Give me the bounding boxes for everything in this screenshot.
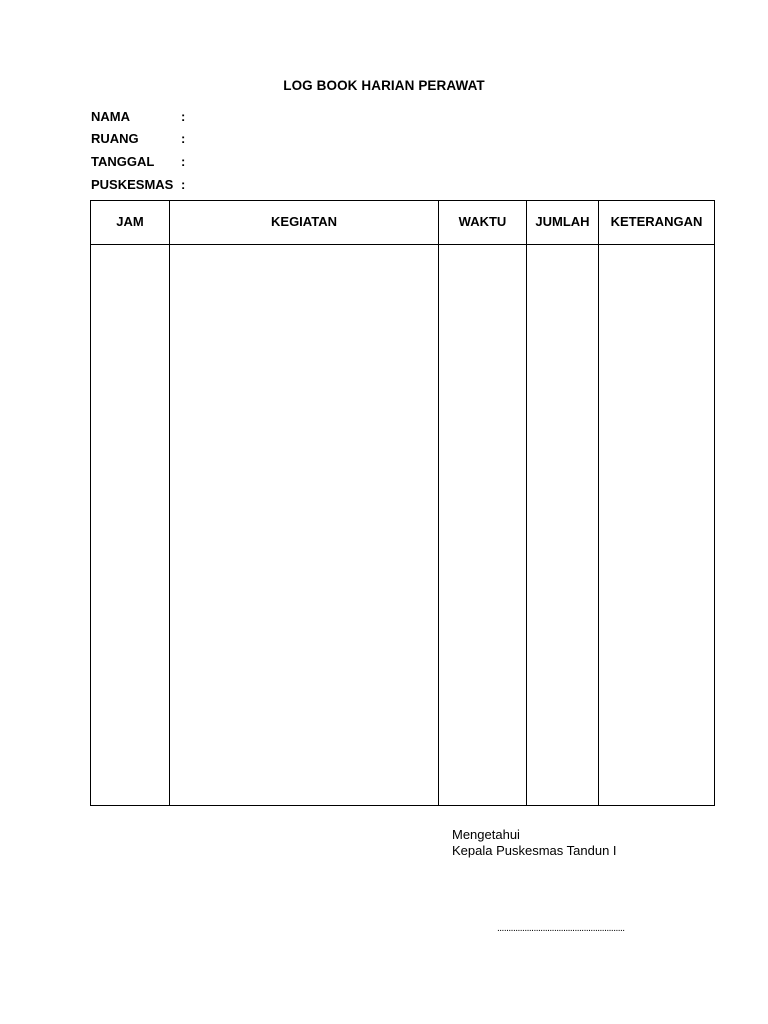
- column-header-jumlah: JUMLAH: [527, 201, 599, 245]
- field-label: PUSKESMAS: [91, 177, 174, 192]
- acknowledgement-line2: Kepala Puskesmas Tandun I: [452, 843, 617, 858]
- table-row: [91, 245, 715, 806]
- log-table: [90, 200, 715, 806]
- field-label: NAMA: [91, 109, 130, 124]
- column-header-waktu: WAKTU: [439, 201, 527, 245]
- field-label: RUANG: [91, 131, 139, 146]
- table-cell-waktu: [439, 245, 527, 806]
- table-cell-jam: [91, 245, 170, 806]
- table-header-row: [91, 201, 715, 245]
- document-title: LOG BOOK HARIAN PERAWAT: [283, 78, 485, 93]
- table-cell-kegiatan: [170, 245, 439, 806]
- field-colon: :: [181, 154, 186, 169]
- field-colon: :: [181, 131, 186, 146]
- column-header-jam: JAM: [91, 201, 170, 245]
- field-label: TANGGAL: [91, 154, 155, 169]
- table-cell-keterangan: [599, 245, 715, 806]
- column-header-kegiatan: KEGIATAN: [170, 201, 439, 245]
- signature-line: ........................................................: [497, 923, 625, 934]
- field-colon: :: [181, 109, 186, 124]
- column-header-keterangan: KETERANGAN: [599, 201, 715, 245]
- table-cell-jumlah: [527, 245, 599, 806]
- acknowledgement-line1: Mengetahui: [452, 827, 520, 842]
- field-colon: :: [181, 177, 186, 192]
- acknowledgement-block: [452, 827, 617, 859]
